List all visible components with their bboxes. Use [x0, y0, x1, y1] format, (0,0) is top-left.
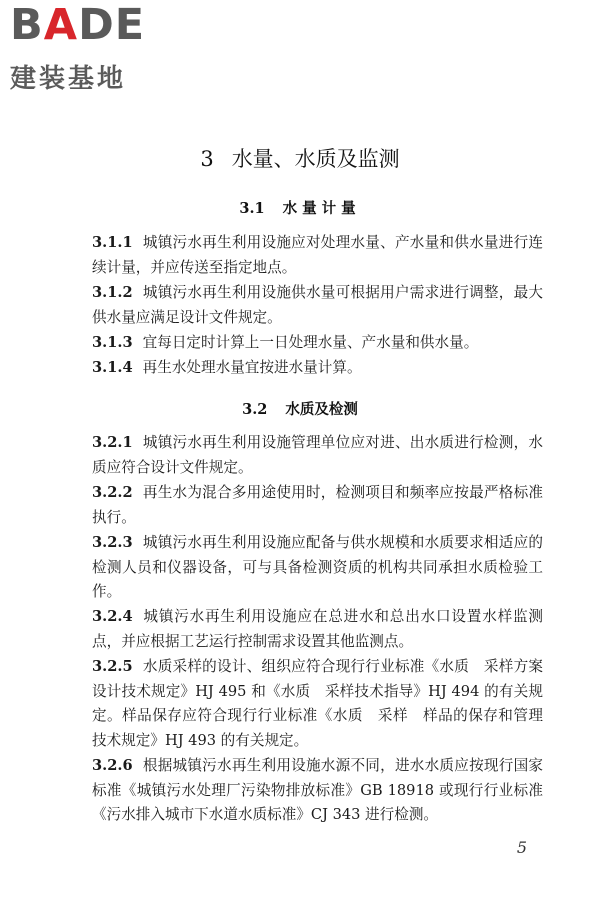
section-title-text: 水量计量 — [282, 200, 361, 217]
clause-3-2-1 — [92, 431, 543, 480]
clause-text: 水质采样的设计、组织应符合现行行业标准《水质 采样方案设计技术规定》HJ 495 和《水质 采样技术指导》HJ 494 的有关规定。样品保存应符合现行行业标准《水质 采样 样品的保存和管理技术规定》HJ 493 的有关规定。 — [92, 658, 543, 749]
clause-number: 3.1.2 — [92, 284, 133, 301]
section-title-3-1 — [0, 197, 600, 218]
clause-3-2-3 — [92, 531, 543, 605]
section-number: 3.1 — [239, 200, 265, 217]
clause-number: 3.2.6 — [92, 757, 133, 774]
clause-number: 3.2.1 — [92, 434, 133, 451]
clause-number: 3.2.2 — [92, 484, 133, 501]
clause-number: 3.2.4 — [92, 608, 133, 625]
clause-3-2-5 — [92, 655, 543, 753]
clause-text: 城镇污水再生利用设施管理单位应对进、出水质进行检测，水质应符合设计文件规定。 — [92, 434, 543, 476]
clause-3-2-2 — [92, 481, 543, 530]
logo-subtitle: 建装基地 — [10, 64, 127, 94]
clause-number: 3.1.3 — [92, 334, 133, 351]
clause-3-1-2 — [92, 281, 543, 330]
clause-text: 根据城镇污水再生利用设施水源不同，进水水质应按现行国家标准《城镇污水处理厂污染物排放标准》GB 18918 或现行行业标准《污水排入城市下水道水质标准》CJ 343 进行检测。 — [92, 757, 543, 824]
clause-text: 城镇污水再生利用设施供水量可根据用户需求进行调整，最大供水量应满足设计文件规定。 — [92, 284, 543, 326]
clause-text: 宜每日定时计算上一日处理水量、产水量和供水量。 — [142, 334, 479, 351]
clause-number: 3.1.1 — [92, 234, 133, 251]
chapter-title-text: 水量、水质及监测 — [231, 147, 400, 171]
clause-3-1-3 — [92, 331, 543, 356]
section-title-text: 水质及检测 — [285, 401, 358, 418]
section-title-3-2 — [0, 398, 600, 419]
clause-text: 城镇污水再生利用设施应对处理水量、产水量和供水量进行连续计量，并应传送至指定地点。 — [92, 234, 543, 276]
logo-accent-letter: A — [43, 0, 79, 50]
clause-3-2-6 — [92, 754, 543, 828]
clause-text: 城镇污水再生利用设施应在总进水和总出水口设置水样监测点，并应根据工艺运行控制需求设置其他监测点。 — [92, 608, 543, 650]
clause-3-1-4 — [92, 356, 543, 381]
logo-wordmark: BADE — [10, 0, 146, 50]
clause-text: 再生水处理水量宜按进水量计算。 — [142, 359, 362, 376]
chapter-number: 3 — [200, 147, 214, 171]
clause-3-1-1 — [92, 231, 543, 280]
clause-text: 再生水为混合多用途使用时，检测项目和频率应按最严格标准执行。 — [92, 484, 543, 526]
brand-logo — [10, 0, 180, 95]
clause-3-2-4 — [92, 605, 543, 654]
clause-text: 城镇污水再生利用设施应配备与供水规模和水质要求相适应的检测人员和仪器设备，可与具备检测资质的机构共同承担水质检验工作。 — [92, 534, 543, 601]
section-number: 3.2 — [242, 401, 268, 418]
clause-number: 3.1.4 — [92, 359, 133, 376]
clause-number: 3.2.5 — [92, 658, 133, 675]
chapter-title — [0, 143, 600, 173]
page-number: 5 — [516, 838, 527, 857]
clause-number: 3.2.3 — [92, 534, 133, 551]
